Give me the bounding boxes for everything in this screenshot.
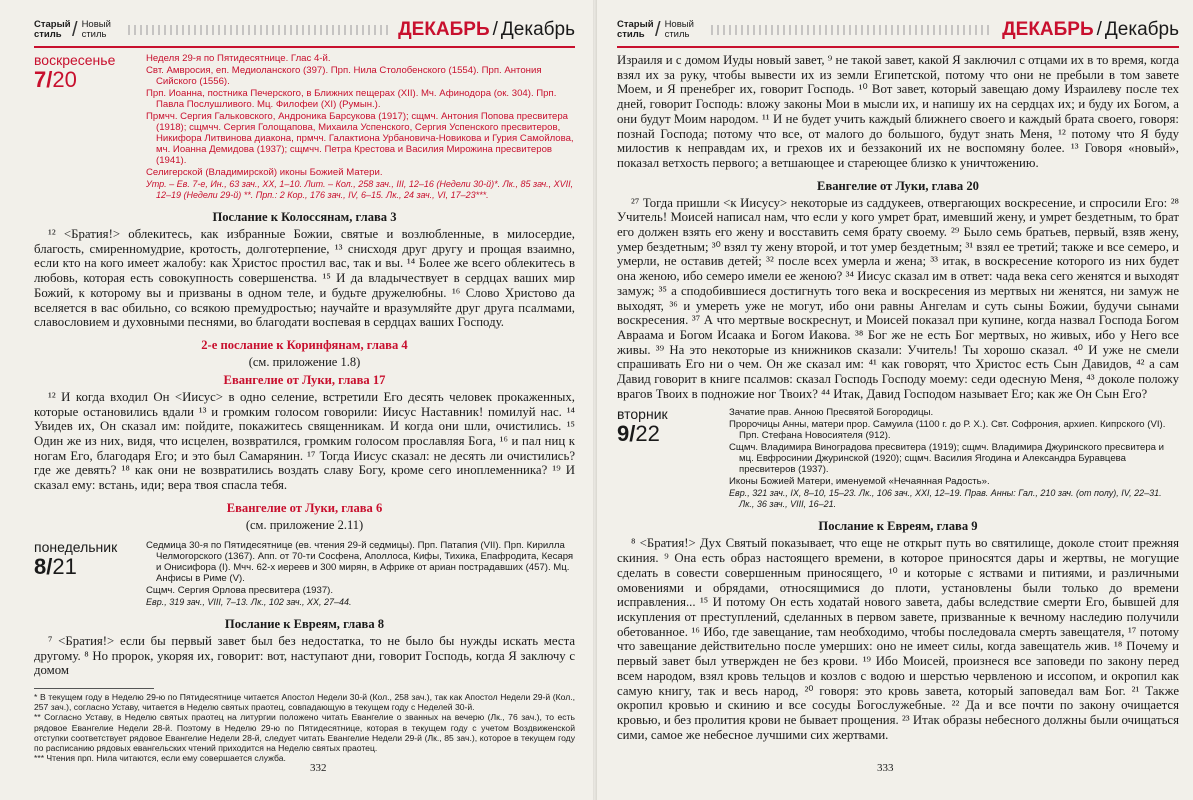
appendix-note: (см. приложение 1.8) (248, 354, 361, 369)
month-caps: ДЕКАБРЬ (398, 19, 490, 40)
reading-title: Послание к Колоссянам, глава 3 (212, 210, 397, 224)
right-page (597, 0, 1193, 800)
month-title: ДЕКАБРЬ / Декабрь (1002, 19, 1179, 40)
reading-text: ²⁷ Тогда пришли <к Иисусу> некоторые из саддукеев, отвергающих воскресение, и спросили Его: ²⁸ Учитель! Моисей написал нам, что если у кого умрет брат, имевший жену, и умрет бездетным, то брат его должен взять его жену и восставить семя брату своему. ²⁹ Было семь братьев, первый, взяв жену, умер бездетным; ³⁰ взял ту жену второй, и тот умер бездетным; ³¹ взял ее третий; также и все семеро, и умерли, не оставив детей; ³² после всех умерла и жена; ³³ итак, в воскресение которого из них будет она женою, ибо семеро имели ее женою? ³⁴ Иисус сказал им в ответ: чада века сего женятся и выходят замуж; ³⁵ а сподобившиеся достигнуть того века и воскресения из мертвых ни женятся, ни замуж не выходят, ³⁶ и умереть уже не могут, ибо они равны Ангелам и суть сыны Божии, будучи сынами воскресения. ³⁷ А что мертвые воскреснут, и Моисей показал при купине, когда назвал Господа Богом Авраама и Богом Исаака и Богом Иакова. ³⁸ Бог же не есть Бог мертвых, но живых, ибо у Него все живы. ³⁹ На это некоторые из книжников сказали: Учитель! Ты хорошо сказал. ⁴⁰ И уже не смели спрашивать Его ни о чем. Он же сказал им: ⁴¹ как говорят, что Христос есть Сын Давидов, ⁴² а сам Давид говорит в книге псалмов: сказал Господь Господу моему: седи одесную Меня, ⁴³ доколе положу врагов Твоих в подножие ног Твоих? ⁴⁴ Итак, Давид Господом называет Его; как же Он Сын Его? (617, 195, 1179, 401)
commemoration-line: Свт. Амвросия, еп. Медиоланского (397). Прп. Нила Столобенского (1554). Прп. Антония Сийского (1556). (146, 65, 542, 87)
new-style-label: Новый стиль (81, 19, 111, 40)
commemoration-line: Иконы Божией Матери, именуемой «Нечаянная Радость». (729, 476, 990, 488)
weekday: понедельник (34, 538, 118, 555)
header-ornament (128, 25, 389, 35)
reading-title: Евангелие от Луки, глава 6 (226, 500, 383, 515)
readings-line: Утр. – Ев. 7-е, Ин., 63 зач., XX, 1–10. Лит. – Кол., 258 зач., III, 12–16 (Недели 30-й)*. Лк., 85 зач., XVII, 12–19 (Недели 29-й) **. Прп.: 2 Кор., 176 зач., IV, 6–15. Лк., 24 зач., VI, 17–23***. (146, 179, 574, 200)
commemoration-line: Зачатие прав. Анною Пресвятой Богородицы. (729, 407, 934, 419)
commemoration-line: Селигерской (Владимирской) иконы Божией Матери. (146, 167, 383, 178)
day-entry-sunday (34, 53, 575, 202)
month-name: Декабрь (1104, 19, 1179, 40)
readings-line: Евр., 321 зач., IX, 8–10, 15–23. Лк., 106 зач., XXI, 12–19. Прав. Анны: Гал., 210 зач. (от полу), IV, 22–31. Лк., 36 зач., VIII, 16–21. (729, 488, 1162, 510)
weekday: вторник (617, 406, 668, 423)
reading-text: ¹² И когда входил Он <Иисус> в одно селение, встретили Его десять человек прокаженных, которые остановились вдали ¹³ и громким голосом говорили: Иисус Наставник! помилуй нас. ¹⁴ Увидев их, Он сказал им: пойдите, покажитесь священникам. И когда они шли, очистились. ¹⁵ Один же из них, видя, что исцелен, возвратился, громким голосом прославляя Бога, ¹⁶ и пал ниц к ногам Его, благодаря Его; и это был Самарянин. ¹⁷ Тогда Иисус сказал: не десять ли очистились? где же девять? ¹⁸ как они не возвратились воздать славу Богу, кроме сего иноплеменника? ¹⁹ И сказал ему: встань, иди; вера твоя спасла тебя. (34, 389, 575, 493)
month-caps: ДЕКАБРЬ (1002, 19, 1094, 40)
new-style-label: Новый стиль (664, 19, 694, 40)
footnote-rule (34, 688, 154, 689)
day-label (34, 53, 146, 202)
readings-line: Евр., 319 зач., VIII, 7–13. Лк., 102 зач., XX, 27–44. (146, 596, 352, 607)
reading-text: ¹² <Братия!> облекитесь, как избранные Божии, святые и возлюбленные, в милосердие, благость, смиренномудрие, кротость, долготерпение, ¹³ снисходя друг другу и прощая взаимно, если кто на кого имеет жалобу: как Христос простил вас, так и вы. ¹⁴ Более же всего облекитесь в любовь, которая есть совокупность совершенства. ¹⁵ И да владычествует в сердцах ваших мир Божий, к которому вы и призваны в одном теле, и будьте дружелюбны. ¹⁶ Слово Христово да вселяется в вас обильно, со всякою премудростью; научайте и вразумляйте друг друга псалмами, славословием и духовными песнями, во благодати воспевая в сердцах ваших Господу. (34, 227, 575, 330)
footnote: *** Чтения прп. Нила читаются, если ему совершается служба. (34, 753, 286, 764)
header-ornament (711, 25, 993, 35)
old-style-label: Старый стиль (617, 19, 654, 40)
page-number: 333 (877, 762, 894, 774)
reading-title: Послание к Евреям, глава 8 (224, 616, 385, 631)
footnote: ** Согласно Уставу, в Неделю святых праотец на литургии положено читать Евангелие о званных на вечерю (Лк., 76 зач.), то есть рядовое Евангелие Недели 28-й. Поэтому в Неделю 29-ю по Пятидесятнице, которая в текущем году с учетом Воздвиженской отступки соответствует рядовое Евангелие Недели 28-й, следует читать Евангелие Недели 29-й (Лк., 85 зач.), которое в текущем году по расписанию рядовых евангельских чтений приходится на Неделю святых праотец. (34, 712, 575, 753)
commemoration-line: Сщмч. Владимира Виноградова пресвитера (1919); сщмч. Владимира Джуринского пресвитера и мц. Евфросинии Джуринской (1920); сщмч. Василия Ягодина и Александра Буравцева пресвитеров (1937). (729, 442, 1165, 476)
day-commemorations (729, 407, 1179, 511)
reading-text: ⁷ <Братия!> если бы первый завет был без недостатка, то не было бы нужды искать места другому. ⁸ Но пророк, укоряя их, говорит: вот, наступают дни, говорит Господь, когда Я заключу с домом (34, 633, 575, 678)
day-entry-tuesday (617, 407, 1179, 511)
day-label (617, 407, 729, 511)
day-commemorations (146, 540, 575, 609)
day-label (34, 540, 146, 609)
footnote: * В текущем году в Неделю 29-ю по Пятидесятнице читается Апостол Недели 30-й (Кол., 258 зач.), так как Апостол Недели 29-й (Кол., 257 зач.), согласно Уставу, читается в Неделю святых праотец, совпадающую в текущем году с Неделей 30-й. (34, 691, 575, 713)
commemoration-line: Прмчч. Сергия Гальковского, Андроника Барсукова (1917); сщмч. Антония Попова пресвитера (1918); сщмчч. Сергия Голощапова, Михаила Успенского, Сергия Успенского пресвитеров, Никифора Литвинова диакона, прмчч. Галактиона Урбановича-Новикова и Гурия Самойлова, мч. Иоанна Демидова (1937); сщмчч. Петра Крестова и Василия Мирожина пресвитеров (1941). (146, 111, 574, 166)
reading-title: 2-е послание к Коринфянам, глава 4 (201, 337, 408, 352)
month-name: Декабрь (500, 19, 575, 40)
day-date: 8/21 (34, 553, 77, 579)
commemoration-line: Неделя 29-я по Пятидесятнице. Глас 4-й. (146, 53, 331, 64)
left-page (0, 0, 593, 800)
page-number: 332 (310, 762, 327, 774)
reading-text: Израиля и с домом Иуды новый завет, ⁹ не такой завет, какой Я заключил с отцами их в то время, когда взял их за руку, чтобы вывести их из земли Египетской, потому что они не пребыли в том завете Моем, и Я пренебрег их, говорит Господь. ¹⁰ Вот завет, который завещаю дому Израилеву после тех дней, говорит Господь: вложу законы Мои в мысли их, и напишу их на сердцах их; и буду их Богом, а они будут Моим народом. ¹¹ И не будет учить каждый ближнего своего и каждый брата своего, говоря: познай Господа; потому что все, от малого до большого, будут знать Меня, ¹² потому что Я буду милостив к неправдам их, и грехов их и беззаконий их не воспомяну более. ¹³ Говоря «новый», показал ветхость первого; а ветшающее и стареющее близко к уничтожению. (617, 53, 1179, 170)
style-labels: Старый стиль / Новый стиль (34, 20, 118, 40)
commemoration-line: Седмица 30-я по Пятидесятнице (ев. чтения 29-й седмицы). Прп. Патапия (VII). Прп. Кирилла Челмогорского (1367). Апп. от 70-ти Сосфена, Аполлоса, Кифы, Тихика, Епафродита, Кесаря и Онисифора (I). Мчч. 62-х иереев и 300 мирян, в Африке от ариан пострадавших (457). Мц. Анфисы в Риме (V). (146, 539, 574, 584)
appendix-note: (см. приложение 2.11) (245, 517, 364, 532)
weekday: воскресенье (34, 52, 116, 68)
commemoration-line: Сщмч. Сергия Орлова пресвитера (1937). (146, 584, 334, 596)
commemoration-line: Пророчицы Анны, матери прор. Самуила (1100 г. до Р. Х.). Свт. Софрония, архиеп. Кипрского (VI). Прп. Стефана Новосиятеля (912). (729, 419, 1166, 442)
old-style-label: Старый стиль (34, 19, 71, 40)
reading-title: Евангелие от Луки, глава 17 (223, 372, 386, 387)
style-labels: Старый стиль / Новый стиль (617, 20, 701, 40)
page-header (617, 14, 1179, 48)
day-entry-monday (34, 540, 575, 609)
reading-title: Евангелие от Луки, глава 20 (817, 178, 979, 193)
day-commemorations (146, 53, 575, 202)
day-date: 7/20 (34, 67, 77, 92)
reading-text: ⁸ <Братия!> Дух Святый показывает, что еще не открыт путь во святилище, доколе стоит прежняя скиния. ⁹ Она есть образ настоящего времени, в которое приносятся дары и жертвы, не могущие сделать в совести совершенным приносящего, ¹⁰ и которые с яствами и питиями, и различными омовениями и обрядами, относящимися до плоти, установлены были только до времени исправления... ¹⁵ И потому Он есть ходатай нового завета, дабы вследствие смерти Его, бывшей для искупления от преступлений, сделанных в первом завете, призванные к вечному наследию получили обетованное. ¹⁶ Ибо, где завещание, там необходимо, чтобы последовала смерть завещателя, ¹⁷ потому что завещание действительно после умерших: оно не имеет силы, когда завещатель жив. ¹⁸ Почему и первый завет был утвержден не без крови. ¹⁹ Ибо Моисей, произнеся все заповеди по закону перед всем народом, взял кровь тельцов и козлов с водою и шерстью червленою и иссопом, и окропил как самую книгу, так и весь народ, ²⁰ говоря: это кровь завета, который заповедал вам Бог. ²¹ Также окропил кровью и скинию и все сосуды Богослужебные. ²² Да и все почти по закону очищается кровью, и без пролития крови не бывает прощения. ²³ Итак образы небесного должны были очищаться сими, самое же небесное лучшими сих жертвами. (617, 536, 1179, 742)
commemoration-line: Прп. Иоанна, постника Печерского, в Ближних пещерах (XII). Мч. Афинодора (ок. 304). Прп. Павла Послушливого. Мц. Филофеи (XI) (Румын.). (146, 88, 557, 110)
reading-title: Послание к Евреям, глава 9 (818, 519, 978, 534)
page-header (34, 14, 575, 48)
day-date: 9/22 (617, 421, 660, 447)
month-title: ДЕКАБРЬ / Декабрь (398, 19, 575, 40)
